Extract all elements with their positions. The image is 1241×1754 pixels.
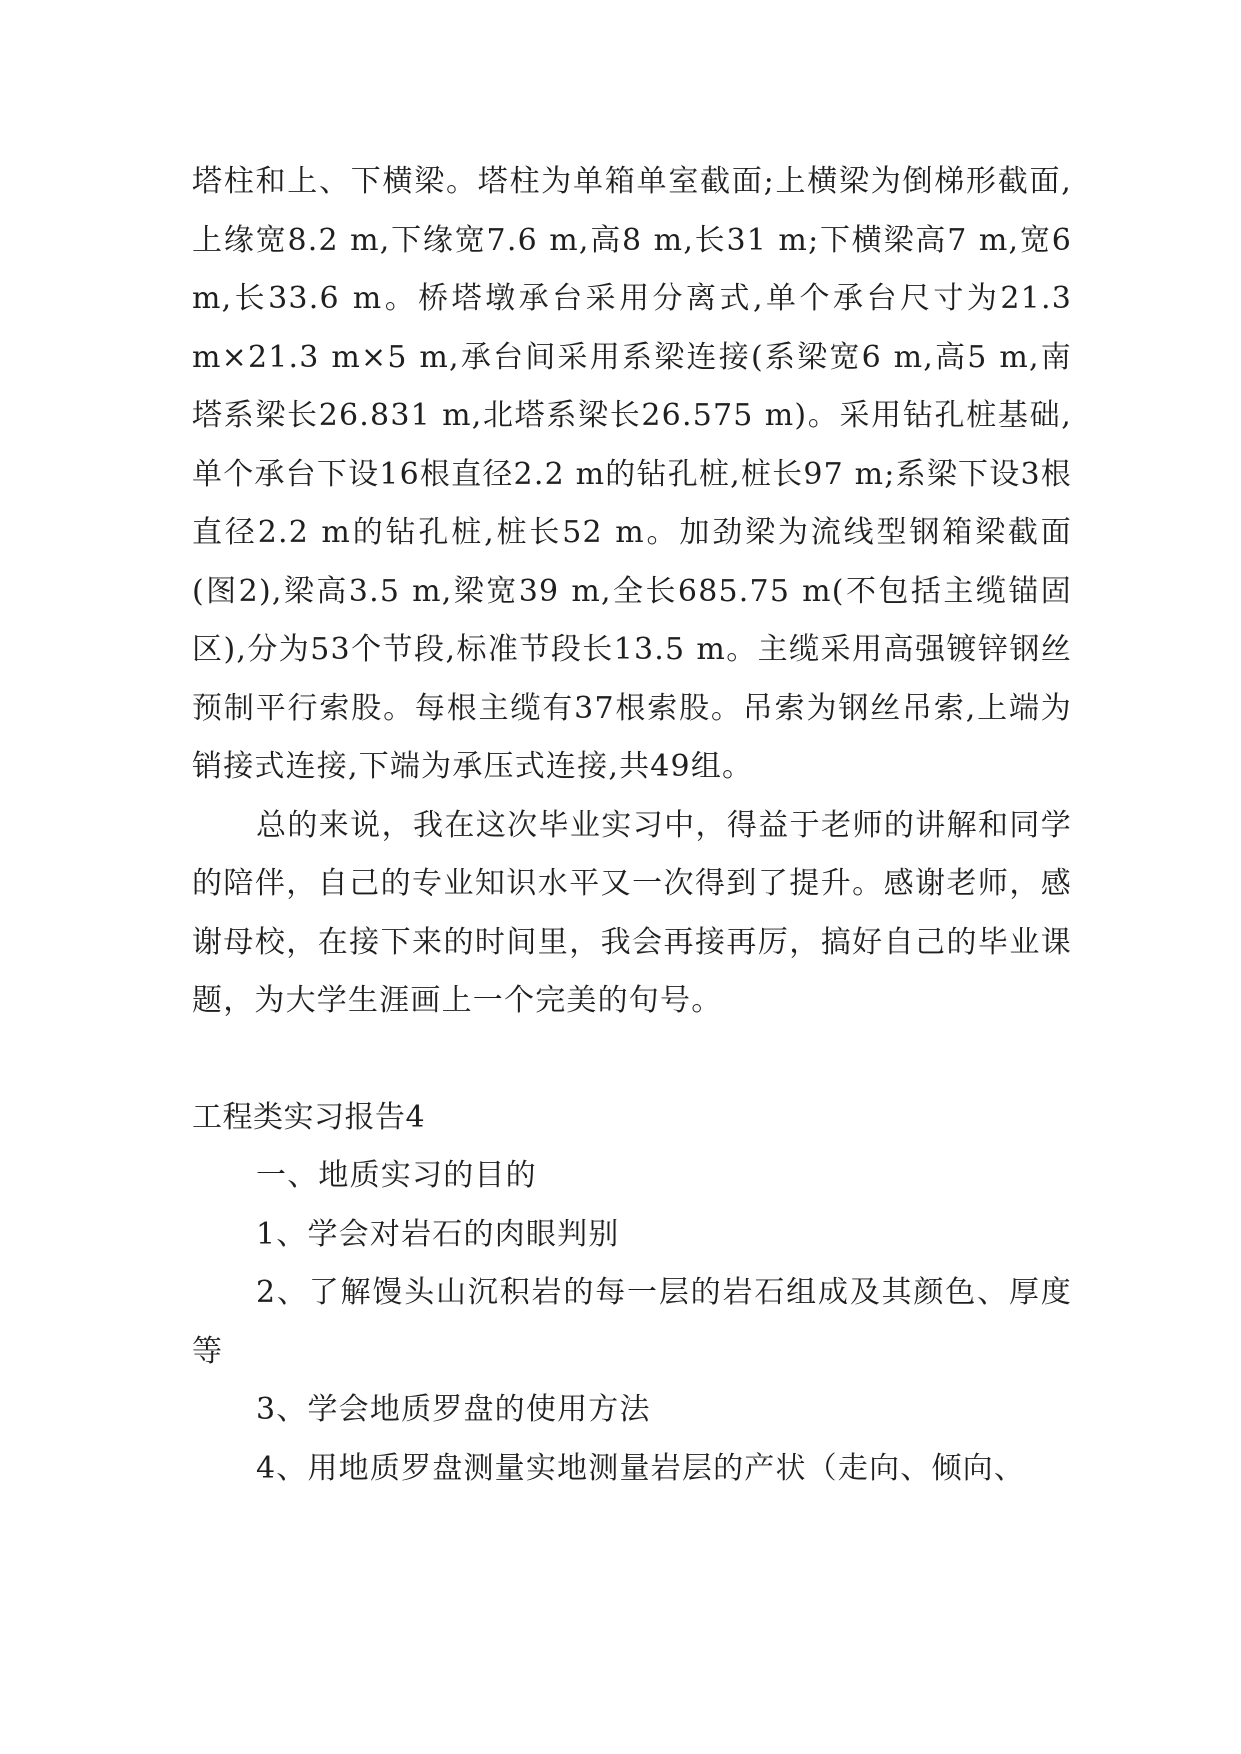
list-item: 一、地质实习的目的 [256, 1158, 537, 1193]
document-body [192, 153, 1072, 1498]
paragraph-bridge-description: 塔柱和上、下横梁。塔柱为单箱单室截面;上横梁为倒梯形截面,上缘宽8.2 m,下缘宽7.6 m,高8 m,长31 m;下横梁高7 m,宽6 m,长33.6 m。桥塔墩承台采用分离式,单个承台尺寸为21.3 m×21.3 m×5 m,承台间采用系梁连接(系梁宽6 m,高5 m,南塔系梁长26.831 m,北塔系梁长26.575 m)。采用钻孔桩基础,单个承台下设16根直径2.2 m的钻孔桩,桩长97 m;系梁下设3根直径2.2 m的钻孔桩,桩长52 m。加劲梁为流线型钢箱梁截面(图2),梁高3.5 m,梁宽39 m,全长685.75 m(不包括主缆锚固区),分为53个节段,标准节段长13.5 m。主缆采用高强镀锌钢丝预制平行索股。每根主缆有37根索股。吊索为钢丝吊索,上端为销接式连接,下端为承压式连接,共49组。 [192, 164, 1072, 784]
paragraph-conclusion: 总的来说，我在这次毕业实习中，得益于老师的讲解和同学的陪伴，自己的专业知识水平又一次得到了提升。感谢老师，感谢母校，在接下来的时间里，我会再接再厉，搞好自己的毕业课题，为大学生涯画上一个完美的句号。 [192, 807, 1072, 1018]
section-spacer [192, 1031, 1072, 1089]
list-item: 3、学会地质罗盘的使用方法 [256, 1392, 651, 1427]
list-item: 1、学会对岩石的肉眼判别 [256, 1216, 620, 1252]
list-item: 4、用地质罗盘测量实地测量岩层的产状（走向、倾向、 [256, 1450, 1026, 1486]
section-title: 工程类实习报告4 [192, 1099, 426, 1135]
list-item: 2、了解馒头山沉积岩的每一层的岩石组成及其颜色、厚度等 [192, 1275, 1072, 1369]
